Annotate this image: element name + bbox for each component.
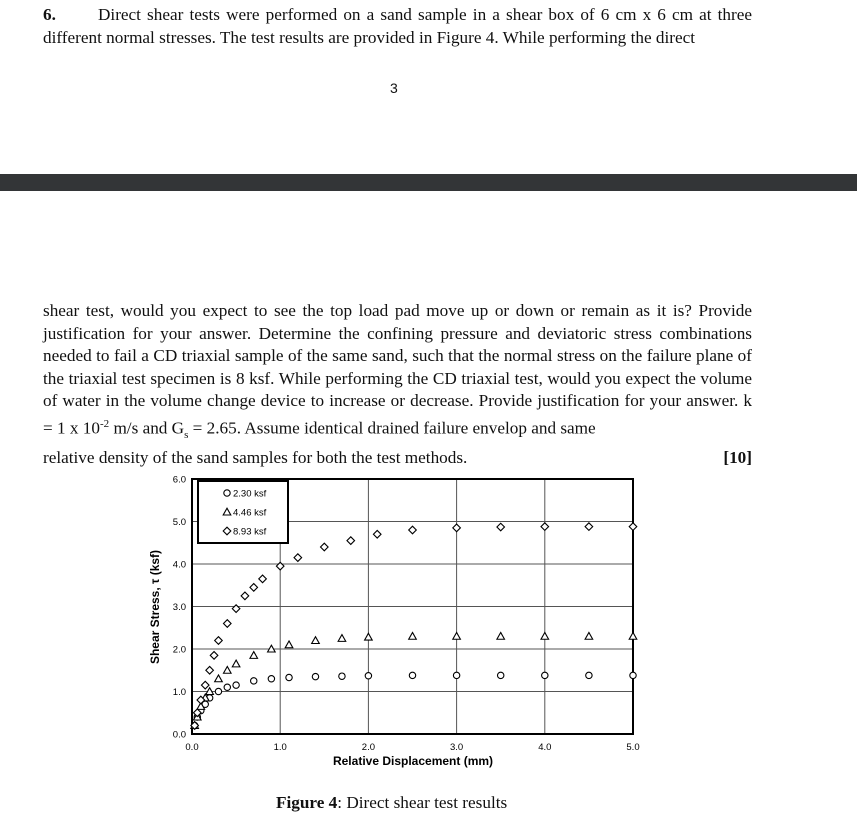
data-point-circle [251,678,257,684]
data-point-diamond [453,524,461,532]
x-tick-label: 0.0 [185,742,199,753]
data-point-circle [409,672,415,678]
series-circle [191,672,636,729]
data-point-diamond [276,562,284,570]
data-point-diamond [294,554,302,562]
data-point-triangle [215,675,223,682]
legend-label: 4.46 ksf [233,507,267,519]
figure-label: Figure 4 [276,793,338,812]
legend-label: 8.93 ksf [233,526,267,538]
question-final-sentence: relative density of the sand samples for both the test methods. [43,447,468,467]
question-text-part2 [43,300,752,469]
data-point-diamond [232,605,240,613]
x-tick-label: 4.0 [538,742,552,753]
data-point-triangle [585,632,593,639]
data-point-circle [224,684,230,690]
question-intro: Direct shear tests were performed on a sand sample in a shear box of 6 cm x 6 cm at three different normal stresses. The test results are provided in Figure 4. While performing the direct [43,5,752,47]
x-tick-label: 3.0 [449,742,464,753]
x-axis-label: Relative Displacement (mm) [332,754,494,768]
x-tick-label: 2.0 [361,742,376,753]
data-points [191,523,637,730]
data-point-circle [542,672,548,678]
data-point-circle [498,672,504,678]
data-point-circle [286,674,292,680]
data-point-diamond [206,666,214,674]
y-axis-label: Shear Stress, τ (ksf) [148,549,162,665]
legend-box [198,481,288,543]
data-point-diamond [409,526,417,534]
data-point-diamond [259,575,267,583]
data-point-circle [339,673,345,679]
specific-gravity-value: = 2.65. Assume identical drained failure envelop and same [188,418,596,438]
permeability-exponent: -2 [99,417,110,430]
data-point-triangle [629,632,637,639]
y-tick-label: 2.0 [172,644,186,656]
page-number: 3 [390,80,398,96]
data-point-triangle [285,641,293,648]
data-point-circle [233,682,239,688]
y-tick-label: 1.0 [172,687,186,698]
data-point-diamond [585,523,593,531]
data-point-diamond [223,620,231,628]
question-body: shear test, would you expect to see the top load pad move up or down or remain as it is? Provide justification for your answer. Determine the confining pressure and deviatoric stress combinations needed to fail a CD triaxial sample of the same sand, such that the normal stress on the failure plane of the triaxial test specimen is 8 ksf. While performing the CD triaxial test, would you expect the volume of water in the volume change device to increase or decrease. Provide justification for your answer. [43,301,752,411]
y-tick-label: 6.0 [172,474,186,486]
data-point-triangle [541,632,549,639]
data-point-diamond [250,584,258,592]
data-point-diamond [629,523,637,531]
legend-marker-circle [224,490,230,496]
data-point-diamond [321,543,329,551]
direct-shear-chart [140,465,660,775]
data-point-diamond [241,592,249,600]
question-marks: [10] [723,447,752,467]
data-point-triangle [232,660,240,667]
data-point-triangle [312,637,320,644]
data-point-circle [215,688,221,694]
data-point-triangle [250,652,258,659]
data-point-diamond [497,523,505,531]
x-tick-label: 5.0 [626,742,640,753]
data-point-diamond [215,637,223,645]
data-point-diamond [373,530,381,538]
data-point-diamond [201,681,209,689]
question-text-part1 [43,4,752,49]
figure-caption [276,793,507,813]
y-tick-label: 0.0 [172,729,186,741]
data-point-triangle [365,633,373,640]
data-point-triangle [409,632,417,639]
series-triangle [191,632,637,728]
permeability-unit: m/s and G [109,418,185,438]
y-tick-label: 4.0 [172,559,186,571]
data-point-triangle [497,632,505,639]
question-number: 6. [43,5,56,24]
permeability-value: k = 1 x 10 [43,391,752,438]
data-point-circle [630,672,636,678]
data-point-diamond [347,537,355,545]
data-point-circle [312,673,318,679]
data-point-circle [268,676,274,682]
data-point-triangle [338,635,346,642]
legend-label: 2.30 ksf [233,488,267,500]
data-point-circle [365,673,371,679]
data-point-diamond [210,652,218,660]
data-point-diamond [541,523,549,531]
data-point-triangle [453,632,461,639]
data-point-circle [453,672,459,678]
x-tick-label: 1.0 [273,742,287,753]
y-tick-label: 5.0 [172,517,186,528]
y-tick-label: 3.0 [172,602,186,613]
data-point-triangle [223,666,231,673]
specific-gravity-subscript: s [184,429,189,442]
series-diamond [191,523,637,730]
page-separator-bar [0,174,857,191]
figure-caption-text: : Direct shear test results [337,793,508,812]
data-point-circle [586,672,592,678]
